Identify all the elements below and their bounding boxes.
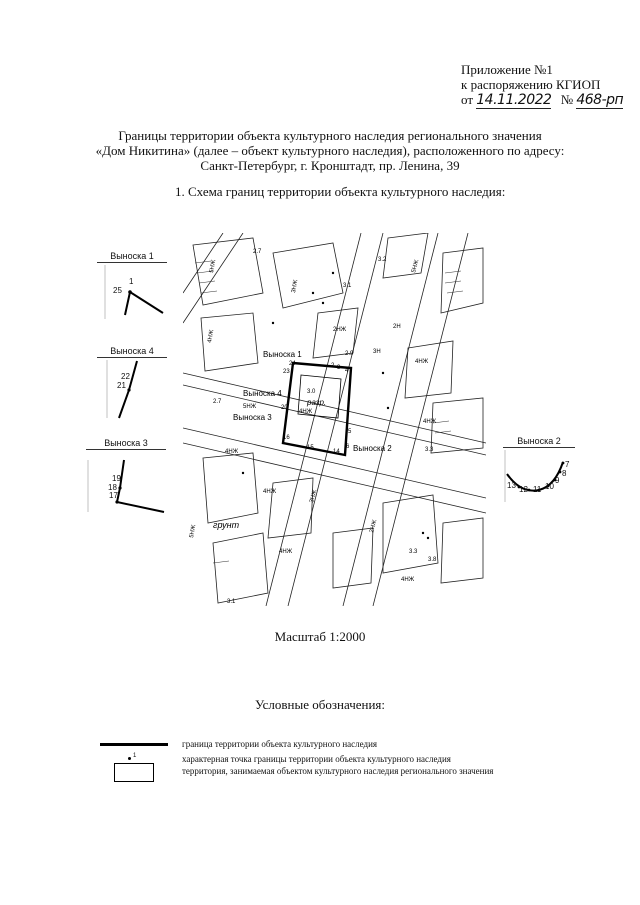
legend-territory-box-symbol xyxy=(114,763,154,782)
floor-label: 4НЖ xyxy=(279,549,293,555)
inset-1-label: Выноска 1 xyxy=(97,251,167,263)
legend-point-dot xyxy=(128,757,131,760)
map-callout-2: Выноска 2 xyxy=(353,444,392,453)
legend-item-boundary: граница территории объекта культурного наследия xyxy=(182,739,378,749)
section-heading: 1. Схема границ территории объекта культурного наследия: xyxy=(175,184,506,199)
map-point-label: 23 xyxy=(283,369,290,375)
floor-label: 4НЖ xyxy=(207,329,216,344)
appendix-date-line xyxy=(461,92,623,108)
height-label: 3.1 xyxy=(343,283,352,289)
map-point-label: 6 xyxy=(346,444,350,450)
map-callout-4: Выноска 4 xyxy=(243,389,282,398)
inset-3-drawing xyxy=(86,450,166,514)
appendix-line1: Приложение №1 xyxy=(461,62,553,77)
height-label: 3.1 xyxy=(227,599,236,605)
inset-1-point-25: 25 xyxy=(113,286,122,295)
inset-1-drawing xyxy=(97,263,167,321)
map-callout-1: Выноска 1 xyxy=(263,350,302,359)
floor-label: 5НЖ xyxy=(209,259,218,274)
inset-2-point-8: 8 xyxy=(562,469,567,478)
inset-3 xyxy=(86,438,166,516)
document-title xyxy=(60,128,600,173)
map-point-label: 15 xyxy=(307,445,314,451)
legend-item-territory: территория, занимаемая объектом культурного наследия регионального значения xyxy=(182,766,494,776)
inset-1 xyxy=(97,251,167,321)
floor-label: 4НЖ xyxy=(225,449,239,455)
inset-2 xyxy=(503,436,575,506)
building-label: разр. xyxy=(307,398,327,407)
inset-2-point-7: 7 xyxy=(565,460,570,469)
date-value: 14.11.2022 xyxy=(476,92,552,108)
height-label: 2.9 xyxy=(345,351,354,357)
inset-2-point-12: 12 xyxy=(519,485,528,494)
legend-heading: Условные обозначения: xyxy=(254,697,386,712)
floor-label: 3НЖ xyxy=(309,489,319,504)
number-value: 468-рп xyxy=(576,92,624,108)
map-point-label: 14 xyxy=(333,449,340,455)
inset-3-point-17: 17 xyxy=(109,491,118,500)
height-label: 3.2 xyxy=(378,257,387,263)
inset-4-drawing xyxy=(97,358,167,420)
height-label: 3.8 xyxy=(428,557,437,563)
floor-label: 5НЖ xyxy=(243,404,257,410)
title-line2: «Дом Никитина» (далее – объект культурного наследия), расположенного по адресу: xyxy=(95,143,565,158)
ground-label: грунт xyxy=(213,520,240,530)
floor-label: 4НЖ xyxy=(401,577,415,583)
date-prefix: от xyxy=(461,92,474,107)
height-label: 3.0 xyxy=(307,389,316,395)
appendix-line2: к распоряжению КГИОП xyxy=(461,77,601,92)
number-prefix: № xyxy=(560,92,574,107)
map-point-label: 24 xyxy=(289,361,296,367)
inset-4 xyxy=(97,346,167,416)
legend-point-symbol xyxy=(128,753,140,763)
inset-1-point-1: 1 xyxy=(129,277,134,286)
floor-label: 2Н xyxy=(393,324,401,330)
inset-2-label: Выноска 2 xyxy=(503,436,575,448)
map-point-label: 4 xyxy=(345,368,349,374)
inset-3-point-18: 18 xyxy=(108,483,117,492)
floor-label: 4НЖ xyxy=(299,409,313,415)
floor-label: 3Н xyxy=(373,349,381,355)
inset-3-label: Выноска 3 xyxy=(86,438,166,450)
floor-label: 3НЖ xyxy=(291,279,300,294)
scale-label: Масштаб 1:2000 xyxy=(274,629,366,644)
legend-item-point: характерная точка границы территории объекта культурного наследия xyxy=(182,754,451,764)
floor-label: 2НЖ xyxy=(333,327,347,333)
floor-label: 4НЖ xyxy=(423,419,437,425)
floor-label: 5НЖ xyxy=(189,524,198,539)
inset-4-label: Выноска 4 xyxy=(97,346,167,358)
map-point-label: 2 xyxy=(331,363,335,369)
map-point-label: 3 xyxy=(337,365,341,371)
legend-point-number: 1 xyxy=(133,753,137,759)
title-line3: Санкт-Петербург, г. Кронштадт, пр. Ленина, 39 xyxy=(200,158,460,173)
inset-2-point-13: 13 xyxy=(507,481,516,490)
floor-label: 5НЖ xyxy=(411,259,421,274)
floor-label: 4НЖ xyxy=(415,359,429,365)
inset-2-point-9: 9 xyxy=(555,476,560,485)
map-point-label: 20 xyxy=(281,405,288,411)
appendix-block xyxy=(461,62,623,108)
height-label: 3.3 xyxy=(425,447,434,453)
map-callout-3: Выноска 3 xyxy=(233,413,272,422)
inset-4-point-22: 22 xyxy=(121,372,130,381)
height-label: 2.7 xyxy=(213,399,222,405)
height-label: 2.7 xyxy=(253,249,262,255)
height-label: 3.3 xyxy=(409,549,418,555)
inset-4-point-21: 21 xyxy=(117,381,126,390)
inset-2-point-10: 10 xyxy=(545,482,554,491)
floor-label: 4НЖ xyxy=(263,489,277,495)
map-point-label: 5 xyxy=(348,429,352,435)
floor-label: 2НЖ xyxy=(369,519,379,534)
inset-2-point-11: 11 xyxy=(533,485,542,494)
legend-boundary-line-symbol xyxy=(100,743,168,746)
inset-3-point-19: 19 xyxy=(112,474,121,483)
cadastral-map xyxy=(183,233,486,606)
map-point-label: 16 xyxy=(283,435,290,441)
title-line1: Границы территории объекта культурного наследия регионального значения xyxy=(118,128,542,143)
